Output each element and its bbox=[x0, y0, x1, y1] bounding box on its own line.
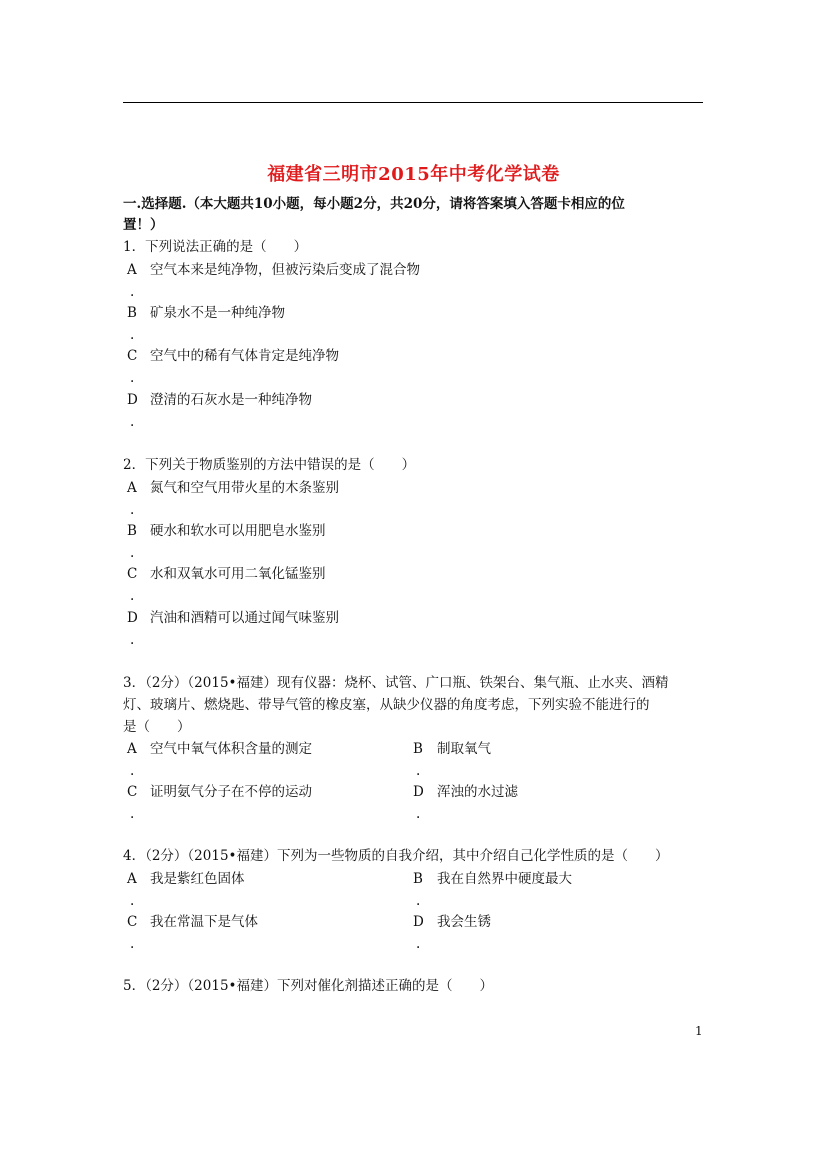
option-letter: A bbox=[127, 871, 137, 887]
question-3-stem-line2: 灯、玻璃片、燃烧匙、带导气管的橡皮塞，从缺少仪器的角度考虑，下列实验不能进行的 bbox=[123, 697, 650, 713]
option-text: 我会生锈 bbox=[437, 914, 491, 930]
option-letter: A bbox=[127, 480, 137, 496]
option-text: 证明氨气分子在不停的运动 bbox=[150, 784, 312, 800]
option-text: 澄清的石灰水是一种纯净物 bbox=[150, 392, 312, 408]
option-letter: C bbox=[127, 566, 138, 582]
option-dot: . bbox=[130, 370, 135, 386]
option-text: 硬水和软水可以用肥皂水鉴别 bbox=[150, 523, 326, 539]
option-letter: C bbox=[127, 348, 138, 364]
option-letter: B bbox=[127, 523, 137, 539]
option-dot: . bbox=[416, 893, 421, 909]
option-letter: D bbox=[127, 392, 138, 408]
question-1-stem: 1．下列说法正确的是（ ） bbox=[123, 239, 308, 255]
option-text: 空气本来是纯净物，但被污染后变成了混合物 bbox=[150, 262, 420, 278]
option-text: 氮气和空气用带火星的木条鉴别 bbox=[150, 480, 339, 496]
option-letter: D bbox=[413, 914, 424, 930]
option-dot: . bbox=[130, 414, 135, 430]
option-text: 空气中的稀有气体肯定是纯净物 bbox=[150, 348, 339, 364]
option-letter: B bbox=[413, 871, 423, 887]
option-letter: D bbox=[127, 610, 138, 626]
option-letter: C bbox=[127, 784, 138, 800]
option-text: 浑浊的水过滤 bbox=[437, 784, 518, 800]
option-text: 空气中氧气体积含量的测定 bbox=[150, 741, 312, 757]
option-text: 矿泉水不是一种纯净物 bbox=[150, 305, 285, 321]
option-letter: A bbox=[127, 741, 137, 757]
section-heading-line2: 置！） bbox=[123, 217, 164, 233]
option-text: 制取氧气 bbox=[437, 741, 491, 757]
question-3-stem-line1: 3．（2分）（2015•福建）现有仪器：烧杯、试管、广口瓶、铁架台、集气瓶、止水夹、酒精 bbox=[123, 675, 669, 691]
option-letter: B bbox=[127, 305, 137, 321]
option-dot: . bbox=[130, 936, 135, 952]
option-letter: C bbox=[127, 914, 138, 930]
option-dot: . bbox=[416, 763, 421, 779]
exam-title: 福建省三明市2015年中考化学试卷 bbox=[267, 164, 560, 185]
option-text: 我是紫红色固体 bbox=[150, 871, 245, 887]
header-rule bbox=[123, 102, 703, 103]
option-text: 汽油和酒精可以通过闻气味鉴别 bbox=[150, 610, 339, 626]
option-letter: B bbox=[413, 741, 423, 757]
option-text: 我在常温下是气体 bbox=[150, 914, 258, 930]
option-dot: . bbox=[130, 327, 135, 343]
option-dot: . bbox=[130, 632, 135, 648]
option-dot: . bbox=[130, 284, 135, 300]
option-dot: . bbox=[130, 893, 135, 909]
option-dot: . bbox=[130, 502, 135, 518]
section-heading-line1: 一.选择题.（本大题共10小题，每小题2分，共20分，请将答案填入答题卡相应的位 bbox=[123, 196, 625, 212]
option-dot: . bbox=[416, 806, 421, 822]
option-dot: . bbox=[416, 936, 421, 952]
page-number: 1 bbox=[695, 1024, 703, 1038]
option-text: 水和双氧水可用二氧化锰鉴别 bbox=[150, 566, 326, 582]
option-dot: . bbox=[130, 806, 135, 822]
option-dot: . bbox=[130, 763, 135, 779]
question-4-stem: 4．（2分）（2015•福建）下列为一些物质的自我介绍，其中介绍自己化学性质的是（ ） bbox=[123, 848, 669, 864]
option-letter: A bbox=[127, 262, 137, 278]
option-dot: . bbox=[130, 545, 135, 561]
question-5-stem: 5．（2分）（2015•福建）下列对催化剂描述正确的是（ ） bbox=[123, 978, 493, 994]
question-2-stem: 2．下列关于物质鉴别的方法中错误的是（ ） bbox=[123, 457, 416, 473]
option-dot: . bbox=[130, 588, 135, 604]
option-letter: D bbox=[413, 784, 424, 800]
option-text: 我在自然界中硬度最大 bbox=[437, 871, 572, 887]
question-3-stem-line3: 是（ ） bbox=[123, 719, 191, 735]
